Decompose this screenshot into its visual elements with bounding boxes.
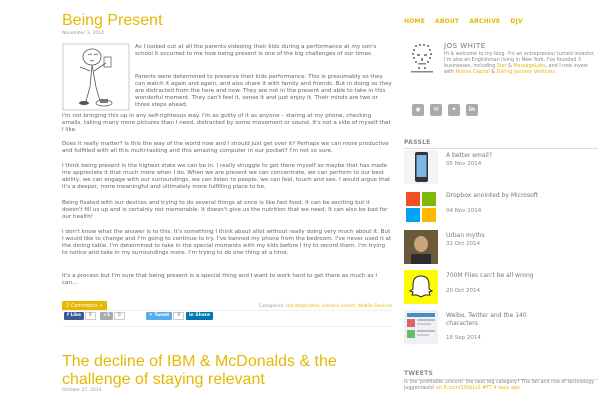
passle-item-date: 31 Oct 2014 bbox=[446, 241, 481, 247]
rss-icon[interactable]: ◉ bbox=[412, 104, 424, 116]
post-title-ibm-mcdonalds[interactable]: The decline of IBM & McDonalds & the challenge of staying relevant bbox=[62, 353, 337, 388]
passle-item[interactable] bbox=[404, 270, 598, 308]
passle-item-title[interactable]: 700M Flies can't be all wrong bbox=[446, 272, 534, 279]
email-icon[interactable]: ✉ bbox=[430, 104, 442, 116]
screenshot-thumbnail bbox=[404, 310, 438, 344]
linkedin-share-button[interactable]: in Share bbox=[186, 312, 213, 320]
messagelabs-link[interactable]: MessageLabs bbox=[513, 64, 546, 69]
portrait-thumbnail bbox=[404, 230, 438, 264]
google-plus-count: 0 bbox=[114, 312, 125, 320]
facebook-icon: f bbox=[67, 313, 71, 318]
phone-thumbnail bbox=[404, 150, 438, 184]
windows-logo-thumbnail bbox=[404, 190, 438, 224]
avatar bbox=[406, 42, 438, 78]
tweet-link[interactable]: on.ft.com/1SkbLs2 #FT 4 days ago bbox=[436, 386, 520, 391]
post-title-being-present[interactable]: Being Present bbox=[62, 12, 163, 29]
nav-home[interactable]: HOME bbox=[404, 18, 425, 25]
post-illustration bbox=[62, 43, 130, 111]
divider bbox=[62, 310, 392, 311]
passle-item-date: 05 Nov 2014 bbox=[446, 161, 482, 167]
passle-item[interactable] bbox=[404, 150, 598, 188]
facebook-like-count: 0 bbox=[85, 312, 96, 320]
linkedin-icon: in bbox=[189, 313, 196, 318]
tweet-count: 0 bbox=[173, 312, 184, 320]
divider bbox=[62, 326, 392, 327]
passle-item-title[interactable]: Weibo, Twitter and the 140 characters bbox=[446, 312, 527, 327]
tweet-button[interactable]: ✦ Tweet bbox=[146, 312, 172, 320]
google-plus-widget[interactable] bbox=[100, 312, 125, 320]
post-paragraph: It's a process but I'm sure that being present is a special thing and I want to work hard to get there as much as I can... bbox=[62, 273, 378, 286]
post-paragraph: Being fixated with our devices and trying to do several things at once is like fast food. It can be exciting but it doesn't fill us up and is certainly not memorable. It doesn't give us the nutrition that we need. It can also be bad for our health! bbox=[62, 200, 388, 220]
tweet-widget[interactable] bbox=[146, 312, 184, 320]
notion-capital-link[interactable]: Notion Capital bbox=[455, 70, 490, 75]
post-paragraph: I'm not bringing this up in any self-righteous way. I'm as guilty of it as anyone – staring at my phone, checking emails, taking many more pictures than I need, distracted by some movement or sound. It's not a side of myself that I like. bbox=[62, 113, 391, 133]
linkedin-share-widget[interactable] bbox=[186, 312, 213, 320]
twitter-icon[interactable]: ✦ bbox=[448, 104, 460, 116]
passle-item-title[interactable]: Dropbox anointed by Microsoft bbox=[446, 192, 539, 199]
nav-about[interactable]: ABOUT bbox=[435, 18, 460, 25]
post-paragraph: I don't know what the answer is to this. It's something I think about allot without really doing very much about it. But I would like to change and I'm going to continue to try. I've banned my phone from the bedroom. I've never used it at the dining table. I'm determined to take in the special moments with my kids before I try to record them. I'm trying to notice and take in my surroundings more. I'm trying to do one thing at a time. bbox=[62, 229, 392, 256]
daring-journey-link[interactable]: Daring Journey Ventures bbox=[496, 70, 555, 75]
snapchat-ghost-thumbnail bbox=[404, 270, 438, 304]
tweets-heading: TWEETS bbox=[404, 370, 598, 380]
post-date: November 3, 2014 bbox=[62, 31, 105, 36]
linkedin-icon[interactable]: in bbox=[466, 104, 478, 116]
passle-item-title[interactable]: Urban myths bbox=[446, 232, 485, 239]
nav-archive[interactable]: ARCHIVE bbox=[469, 18, 501, 25]
profile-name: JOS WHITE bbox=[444, 42, 486, 50]
google-plus-button[interactable]: +1 bbox=[100, 312, 113, 320]
top-nav bbox=[404, 18, 523, 25]
passle-item-date: 04 Nov 2014 bbox=[446, 208, 482, 214]
sidebar bbox=[404, 0, 598, 400]
post-paragraph: As I looked out at all the parents videoing their kids during a performance at my son's school it occurred to me how being present is one of the big challenges of our times. bbox=[135, 44, 377, 57]
categories-links[interactable]: Uncategorized, Lessons Learnt, Mobile Devices bbox=[286, 304, 392, 309]
post-paragraph: Parents were determined to preserve their kids performance. This is presumably so they can watch it again and again, and also share it with family and friends. But in doing so they are distracted from the here and now. They are not in the present and able to take in this wonderful moment. They can't feel it, sense it and just enjoy it. Their minds are two or three steps ahead. bbox=[135, 74, 392, 108]
passle-item-date: 16 Sep 2014 bbox=[446, 335, 481, 341]
facebook-like-widget[interactable] bbox=[64, 312, 96, 320]
categories-label: Categories: bbox=[258, 304, 285, 309]
post-categories bbox=[259, 304, 392, 309]
comments-button[interactable]: 2 Comments » bbox=[62, 301, 107, 311]
passle-item[interactable] bbox=[404, 190, 598, 228]
post-date: October 27, 2014 bbox=[62, 388, 102, 393]
star-link[interactable]: Star bbox=[496, 64, 507, 69]
profile-bio: Hi & welcome to my blog. I'm an entrepreneur turned investor. I'm also an Englishman living in New York. I've founded 3 businesses, including Star & MessageLabs, and I now invest with Notion Capital & Daring Journey Ventures. bbox=[444, 52, 595, 75]
facebook-like-button[interactable]: f Like bbox=[64, 312, 84, 320]
post-paragraph: Does it really matter? Is this the way of the world now and I should just get over it? Perhaps we can more productive and fulfilled with all this multi-tasking and this amazing computer in our pocket? I'm not so sure. bbox=[62, 141, 389, 154]
passle-item[interactable] bbox=[404, 310, 598, 348]
passle-item-date: 20 Oct 2014 bbox=[446, 288, 481, 294]
nav-djv[interactable]: DJV bbox=[510, 18, 523, 25]
passle-heading: PASSLE bbox=[404, 139, 598, 149]
main-content bbox=[62, 0, 392, 400]
tweet-text: Is the 'profitable unicorn' the next big category? The fall and rise of technology juggernauts! on.ft.com/1SkbLs2 #FT 4 days ago bbox=[404, 380, 595, 391]
passle-item-title[interactable]: A better email? bbox=[446, 152, 493, 159]
passle-item[interactable] bbox=[404, 230, 598, 268]
twitter-icon: ✦ bbox=[149, 313, 155, 318]
post-paragraph: I think being present is the highest state we can be in. I really struggle to get there myself so maybe that has made me appreciate it that much more when I do. When we are present we can concentrate, we can perform to our best ability, we can engage with our surroundings, we can listen to people, we can feel, touch and see. I would argue that it's a deeper, more meaningful and ultimately more fulfilling place to be. bbox=[62, 163, 391, 190]
